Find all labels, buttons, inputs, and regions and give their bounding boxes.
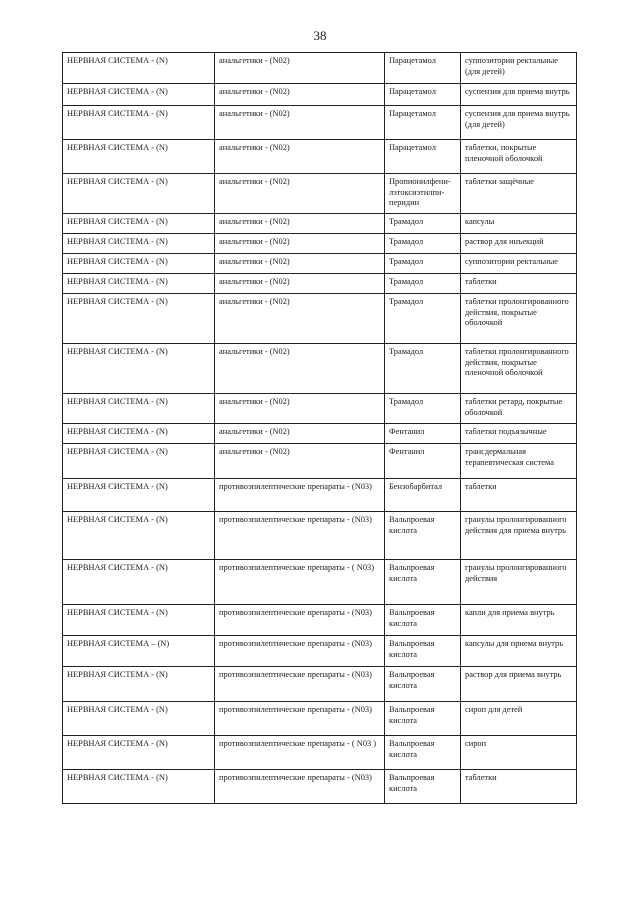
row-group-cell: анальгетики - (N02): [215, 274, 385, 294]
row-form-cell: капсулы: [461, 214, 577, 234]
row-system-cell: НЕРВНАЯ СИСТЕМА - (N): [63, 667, 215, 702]
row-form-cell: суспензия для приема внутрь: [461, 84, 577, 106]
row-substance-cell: Трамадол: [385, 214, 461, 234]
row-system-cell: НЕРВНАЯ СИСТЕМА - (N): [63, 214, 215, 234]
table-row: [63, 174, 577, 214]
page-number: 38: [313, 28, 327, 43]
row-system-cell: НЕРВНАЯ СИСТЕМА - (N): [63, 174, 215, 214]
row-form-cell: таблетки пролонгированного действия, покрытые оболочкой: [461, 294, 577, 344]
row-system-cell: НЕРВНАЯ СИСТЕМА - (N): [63, 106, 215, 140]
row-system-cell: НЕРВНАЯ СИСТЕМА – (N): [63, 636, 215, 667]
row-system-cell: НЕРВНАЯ СИСТЕМА - (N): [63, 512, 215, 560]
row-form-cell: суппозитории ректальные: [461, 254, 577, 274]
drug-table: [62, 52, 577, 804]
row-substance-cell: Пропионилфени-лэтоксиэтилпи-перидин: [385, 174, 461, 214]
row-group-cell: анальгетики - (N02): [215, 344, 385, 394]
row-form-cell: раствор для инъекций: [461, 234, 577, 254]
row-system-cell: НЕРВНАЯ СИСТЕМА - (N): [63, 294, 215, 344]
row-form-cell: суппозитории ректальные (для детей): [461, 53, 577, 84]
row-substance-cell: Трамадол: [385, 394, 461, 424]
row-form-cell: капсулы для приема внутрь: [461, 636, 577, 667]
row-substance-cell: Вальпроевая кислота: [385, 605, 461, 636]
row-form-cell: таблетки пролонгированного действия, покрытые пленочной оболочкой: [461, 344, 577, 394]
table-row: [63, 394, 577, 424]
row-substance-cell: Парацетамол: [385, 53, 461, 84]
row-system-cell: НЕРВНАЯ СИСТЕМА - (N): [63, 53, 215, 84]
row-group-cell: противоэпилептические препараты - ( N03 ): [215, 736, 385, 770]
row-form-cell: таблетки: [461, 479, 577, 512]
row-substance-cell: Трамадол: [385, 274, 461, 294]
row-system-cell: НЕРВНАЯ СИСТЕМА - (N): [63, 424, 215, 444]
table-row: [63, 512, 577, 560]
row-form-cell: гранулы пролонгированного действия для приема внутрь: [461, 512, 577, 560]
row-group-cell: анальгетики - (N02): [215, 140, 385, 174]
row-form-cell: таблетки подъязычные: [461, 424, 577, 444]
row-form-cell: таблетки: [461, 274, 577, 294]
row-group-cell: противоэпилептические препараты - (N03): [215, 512, 385, 560]
table-row: [63, 770, 577, 804]
row-form-cell: сироп для детей: [461, 702, 577, 736]
table-row: [63, 424, 577, 444]
row-form-cell: раствор для приема внутрь: [461, 667, 577, 702]
table-row: [63, 667, 577, 702]
row-substance-cell: Трамадол: [385, 344, 461, 394]
row-form-cell: таблетки, покрытые пленочной оболочкой: [461, 140, 577, 174]
row-form-cell: таблетки защёчные: [461, 174, 577, 214]
row-substance-cell: Вальпроевая кислота: [385, 770, 461, 804]
row-form-cell: трансдермальная терапевтическая система: [461, 444, 577, 479]
row-substance-cell: Вальпроевая кислота: [385, 560, 461, 605]
table-row: [63, 636, 577, 667]
row-group-cell: анальгетики - (N02): [215, 84, 385, 106]
table-row: [63, 344, 577, 394]
table-row: [63, 444, 577, 479]
row-system-cell: НЕРВНАЯ СИСТЕМА - (N): [63, 274, 215, 294]
row-group-cell: противоэпилептические препараты - (N03): [215, 667, 385, 702]
row-group-cell: анальгетики - (N02): [215, 106, 385, 140]
table-row: [63, 605, 577, 636]
row-substance-cell: Вальпроевая кислота: [385, 512, 461, 560]
table-row: [63, 274, 577, 294]
row-group-cell: анальгетики - (N02): [215, 394, 385, 424]
table-row: [63, 479, 577, 512]
row-system-cell: НЕРВНАЯ СИСТЕМА - (N): [63, 770, 215, 804]
row-substance-cell: Трамадол: [385, 234, 461, 254]
row-system-cell: НЕРВНАЯ СИСТЕМА - (N): [63, 234, 215, 254]
row-group-cell: анальгетики - (N02): [215, 53, 385, 84]
row-system-cell: НЕРВНАЯ СИСТЕМА - (N): [63, 479, 215, 512]
row-substance-cell: Вальпроевая кислота: [385, 702, 461, 736]
row-form-cell: гранулы пролонгированного действия: [461, 560, 577, 605]
row-group-cell: анальгетики - (N02): [215, 254, 385, 274]
row-group-cell: противоэпилептические препараты - (N03): [215, 636, 385, 667]
row-group-cell: анальгетики - (N02): [215, 294, 385, 344]
row-group-cell: анальгетики - (N02): [215, 424, 385, 444]
row-substance-cell: Фентанил: [385, 444, 461, 479]
table-row: [63, 53, 577, 84]
row-form-cell: сироп: [461, 736, 577, 770]
table-row: [63, 84, 577, 106]
table-row: [63, 234, 577, 254]
row-system-cell: НЕРВНАЯ СИСТЕМА - (N): [63, 736, 215, 770]
table-row: [63, 106, 577, 140]
row-group-cell: анальгетики - (N02): [215, 214, 385, 234]
table-row: [63, 294, 577, 344]
row-system-cell: НЕРВНАЯ СИСТЕМА - (N): [63, 254, 215, 274]
row-substance-cell: Вальпроевая кислота: [385, 667, 461, 702]
row-group-cell: противоэпилептические препараты - (N03): [215, 605, 385, 636]
row-system-cell: НЕРВНАЯ СИСТЕМА - (N): [63, 605, 215, 636]
row-group-cell: анальгетики - (N02): [215, 444, 385, 479]
table-row: [63, 560, 577, 605]
table-row: [63, 254, 577, 274]
row-substance-cell: Трамадол: [385, 294, 461, 344]
row-substance-cell: Вальпроевая кислота: [385, 736, 461, 770]
row-system-cell: НЕРВНАЯ СИСТЕМА - (N): [63, 140, 215, 174]
row-substance-cell: Вальпроевая кислота: [385, 636, 461, 667]
row-substance-cell: Фентанил: [385, 424, 461, 444]
row-form-cell: таблетки: [461, 770, 577, 804]
table-row: [63, 702, 577, 736]
row-substance-cell: Парацетамол: [385, 84, 461, 106]
row-system-cell: НЕРВНАЯ СИСТЕМА - (N): [63, 84, 215, 106]
row-form-cell: таблетки ретард, покрытые оболочкой: [461, 394, 577, 424]
row-group-cell: противоэпилептические препараты - ( N03): [215, 560, 385, 605]
row-system-cell: НЕРВНАЯ СИСТЕМА - (N): [63, 344, 215, 394]
row-system-cell: НЕРВНАЯ СИСТЕМА - (N): [63, 702, 215, 736]
table-row: [63, 214, 577, 234]
row-form-cell: капли для приема внутрь: [461, 605, 577, 636]
row-system-cell: НЕРВНАЯ СИСТЕМА - (N): [63, 444, 215, 479]
row-group-cell: противоэпилептические препараты - (N03): [215, 479, 385, 512]
row-substance-cell: Парацетамол: [385, 106, 461, 140]
row-group-cell: противоэпилептические препараты - (N03): [215, 702, 385, 736]
row-system-cell: НЕРВНАЯ СИСТЕМА - (N): [63, 560, 215, 605]
row-group-cell: анальгетики - (N02): [215, 234, 385, 254]
table-row: [63, 736, 577, 770]
row-substance-cell: Трамадол: [385, 254, 461, 274]
row-group-cell: анальгетики - (N02): [215, 174, 385, 214]
row-substance-cell: Бензобарбитал: [385, 479, 461, 512]
row-group-cell: противоэпилептические препараты - (N03): [215, 770, 385, 804]
row-substance-cell: Парацетамол: [385, 140, 461, 174]
table-body: [63, 53, 577, 804]
row-system-cell: НЕРВНАЯ СИСТЕМА - (N): [63, 394, 215, 424]
table-row: [63, 140, 577, 174]
row-form-cell: суспензия для приема внутрь (для детей): [461, 106, 577, 140]
